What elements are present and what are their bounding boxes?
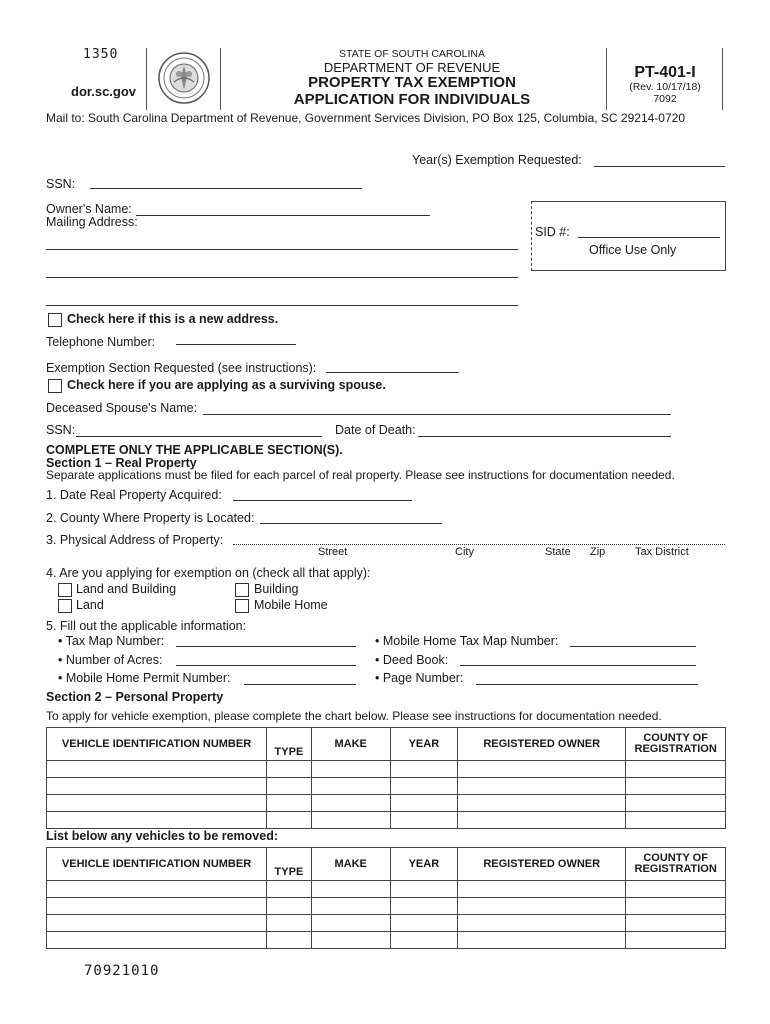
form-id: 7092 — [653, 93, 677, 105]
q4-exemption-type-label: 4. Are you applying for exemption on (check all that apply): — [46, 566, 371, 580]
make-cell[interactable] — [311, 761, 390, 778]
deed-book-label: • Deed Book: — [375, 653, 449, 667]
mailing-address-line1[interactable] — [46, 235, 518, 250]
table-row — [47, 898, 726, 915]
vin-cell[interactable] — [47, 932, 267, 949]
physical-address-input[interactable] — [233, 530, 725, 545]
year-cell[interactable] — [390, 881, 457, 898]
mh-tax-map-label: • Mobile Home Tax Map Number: — [375, 634, 559, 648]
state-name: STATE OF SOUTH CAROLINA — [338, 48, 486, 60]
mobile-home-checkbox[interactable] — [235, 599, 249, 613]
section2-heading: Section 2 – Personal Property — [46, 690, 224, 704]
col-make: MAKE — [311, 848, 390, 881]
make-cell[interactable] — [311, 778, 390, 795]
col-registered-owner: REGISTERED OWNER — [458, 848, 626, 881]
mh-tax-map-input[interactable] — [570, 632, 696, 647]
vehicle-removal-table — [46, 847, 726, 949]
header-divider-mid — [220, 48, 221, 110]
page-number-label: • Page Number: — [375, 671, 464, 685]
form-number: PT-401-I — [634, 64, 696, 81]
section1-heading: Section 1 – Real Property — [46, 456, 197, 470]
deed-book-input[interactable] — [460, 651, 696, 666]
new-address-checkbox[interactable] — [48, 313, 62, 327]
page-number-input[interactable] — [476, 670, 698, 685]
department-name: DEPARTMENT OF REVENUE — [323, 60, 501, 75]
permit-input[interactable] — [244, 670, 356, 685]
tax-map-input[interactable] — [176, 632, 356, 647]
mailing-address-line2[interactable] — [46, 263, 518, 278]
exemption-section-input[interactable] — [326, 358, 459, 373]
make-cell[interactable] — [311, 881, 390, 898]
table-row — [47, 761, 726, 778]
header-divider-far-right — [722, 48, 723, 110]
owner-cell[interactable] — [458, 761, 626, 778]
addr-tax-district-caption: Tax District — [635, 546, 689, 558]
q5-info-label: 5. Fill out the applicable information: — [46, 619, 247, 633]
owner-name-input[interactable] — [136, 201, 430, 216]
website: dor.sc.gov — [71, 84, 137, 99]
spouse-ssn-label: SSN: — [46, 423, 76, 437]
col-type: TYPE — [267, 728, 312, 761]
vin-cell[interactable] — [47, 915, 267, 932]
type-cell[interactable] — [267, 881, 312, 898]
ssn-label: SSN: — [46, 177, 76, 191]
make-cell[interactable] — [311, 915, 390, 932]
office-use-label: Office Use Only — [589, 243, 677, 257]
header-divider-right — [606, 48, 607, 110]
county-cell[interactable] — [626, 898, 726, 915]
county-cell[interactable] — [626, 812, 726, 829]
owner-cell[interactable] — [458, 812, 626, 829]
acres-input[interactable] — [176, 651, 356, 666]
date-acquired-input[interactable] — [233, 486, 412, 501]
county-input[interactable] — [260, 509, 442, 524]
type-cell[interactable] — [267, 795, 312, 812]
county-cell[interactable] — [626, 761, 726, 778]
complete-only-heading: COMPLETE ONLY THE APPLICABLE SECTION(S). — [46, 443, 343, 457]
addr-zip-caption: Zip — [590, 546, 606, 558]
county-cell[interactable] — [626, 932, 726, 949]
make-cell[interactable] — [311, 812, 390, 829]
table-row — [47, 795, 726, 812]
building-label: Building — [254, 582, 299, 596]
year-cell[interactable] — [390, 795, 457, 812]
col-year: YEAR — [390, 728, 457, 761]
office-use-box — [531, 201, 726, 271]
table-row — [47, 881, 726, 898]
form-title-line1: PROPERTY TAX EXEMPTION — [308, 74, 516, 91]
owner-cell[interactable] — [458, 795, 626, 812]
type-cell[interactable] — [267, 932, 312, 949]
owner-name-label: Owner's Name: — [46, 202, 132, 216]
permit-label: • Mobile Home Permit Number: — [58, 671, 231, 685]
addr-state-caption: State — [545, 546, 571, 558]
year-cell[interactable] — [390, 898, 457, 915]
col-make: MAKE — [311, 728, 390, 761]
county-cell[interactable] — [626, 915, 726, 932]
sid-label: SID #: — [535, 225, 570, 239]
form-code: 1350 — [83, 47, 119, 62]
owner-cell[interactable] — [458, 778, 626, 795]
section1-note: Separate applications must be filed for each parcel of real property. Please see instructions for documentation needed. — [46, 468, 675, 482]
type-cell[interactable] — [267, 778, 312, 795]
mail-to-address: Mail to: South Carolina Department of Revenue, Government Services Division, PO Box 125, Columbia, SC 29214-0720 — [46, 111, 685, 125]
vin-cell[interactable] — [47, 761, 267, 778]
tax-map-label: • Tax Map Number: — [58, 634, 165, 648]
q3-physical-address-label: 3. Physical Address of Property: — [46, 533, 224, 547]
owner-cell[interactable] — [458, 881, 626, 898]
addr-city-caption: City — [455, 546, 474, 558]
col-county: COUNTY OF REGISTRATION — [626, 728, 726, 761]
make-cell[interactable] — [311, 795, 390, 812]
col-type: TYPE — [267, 848, 312, 881]
land-label: Land — [76, 598, 104, 612]
ssn-input[interactable] — [90, 174, 362, 189]
years-input[interactable] — [594, 152, 725, 167]
col-registered-owner: REGISTERED OWNER — [458, 728, 626, 761]
type-cell[interactable] — [267, 761, 312, 778]
addr-street-caption: Street — [318, 546, 348, 558]
removal-table-header — [47, 848, 726, 881]
col-county: COUNTY OF REGISTRATION — [626, 848, 726, 881]
vehicle-table — [46, 727, 726, 829]
make-cell[interactable] — [311, 898, 390, 915]
table-row — [47, 778, 726, 795]
county-cell[interactable] — [626, 881, 726, 898]
mailing-address-line3[interactable] — [46, 291, 518, 306]
date-of-death-input[interactable] — [418, 422, 671, 437]
table-row — [47, 812, 726, 829]
spouse-ssn-input[interactable] — [76, 422, 322, 437]
form-revision: (Rev. 10/17/18) — [629, 81, 701, 93]
land-building-label: Land and Building — [76, 582, 177, 596]
state-seal-icon — [158, 52, 210, 107]
vin-cell[interactable] — [47, 881, 267, 898]
vin-cell[interactable] — [47, 898, 267, 915]
surviving-spouse-label: Check here if you are applying as a surviving spouse. — [67, 378, 386, 392]
telephone-input[interactable] — [176, 330, 296, 345]
table-row — [47, 915, 726, 932]
deceased-name-label: Deceased Spouse's Name: — [46, 401, 198, 415]
new-address-label: Check here if this is a new address. — [67, 312, 279, 326]
date-of-death-label: Date of Death: — [335, 423, 416, 437]
owner-cell[interactable] — [458, 915, 626, 932]
land-checkbox[interactable] — [58, 599, 72, 613]
type-cell[interactable] — [267, 898, 312, 915]
mailing-address-label: Mailing Address: — [46, 215, 138, 229]
land-building-checkbox[interactable] — [58, 583, 72, 597]
surviving-spouse-checkbox[interactable] — [48, 379, 62, 393]
footer-code: 70921010 — [84, 963, 160, 979]
vehicles-remove-heading: List below any vehicles to be removed: — [46, 829, 279, 843]
deceased-name-input[interactable] — [203, 400, 671, 415]
q1-date-acquired-label: 1. Date Real Property Acquired: — [46, 488, 222, 502]
year-cell[interactable] — [390, 761, 457, 778]
col-vin: VEHICLE IDENTIFICATION NUMBER — [47, 728, 267, 761]
col-vin: VEHICLE IDENTIFICATION NUMBER — [47, 848, 267, 881]
q2-county-label: 2. County Where Property is Located: — [46, 511, 255, 525]
vin-cell[interactable] — [47, 778, 267, 795]
type-cell[interactable] — [267, 915, 312, 932]
exemption-section-label: Exemption Section Requested (see instructions): — [46, 361, 317, 375]
years-label: Year(s) Exemption Requested: — [412, 153, 582, 167]
form-title-line2: APPLICATION FOR INDIVIDUALS — [293, 91, 531, 108]
col-year: YEAR — [390, 848, 457, 881]
section2-note: To apply for vehicle exemption, please complete the chart below. Please see instructions for documentation needed. — [46, 709, 662, 723]
table-row — [47, 932, 726, 949]
year-cell[interactable] — [390, 915, 457, 932]
year-cell[interactable] — [390, 812, 457, 829]
header-divider-left — [146, 48, 147, 110]
acres-label: • Number of Acres: — [58, 653, 163, 667]
county-cell[interactable] — [626, 795, 726, 812]
sid-input[interactable] — [578, 223, 720, 238]
building-checkbox[interactable] — [235, 583, 249, 597]
vin-cell[interactable] — [47, 812, 267, 829]
make-cell[interactable] — [311, 932, 390, 949]
year-cell[interactable] — [390, 778, 457, 795]
type-cell[interactable] — [267, 812, 312, 829]
owner-cell[interactable] — [458, 932, 626, 949]
vehicle-table-header — [47, 728, 726, 761]
mobile-home-label: Mobile Home — [254, 598, 328, 612]
telephone-label: Telephone Number: — [46, 335, 156, 349]
vin-cell[interactable] — [47, 795, 267, 812]
owner-cell[interactable] — [458, 898, 626, 915]
year-cell[interactable] — [390, 932, 457, 949]
county-cell[interactable] — [626, 778, 726, 795]
